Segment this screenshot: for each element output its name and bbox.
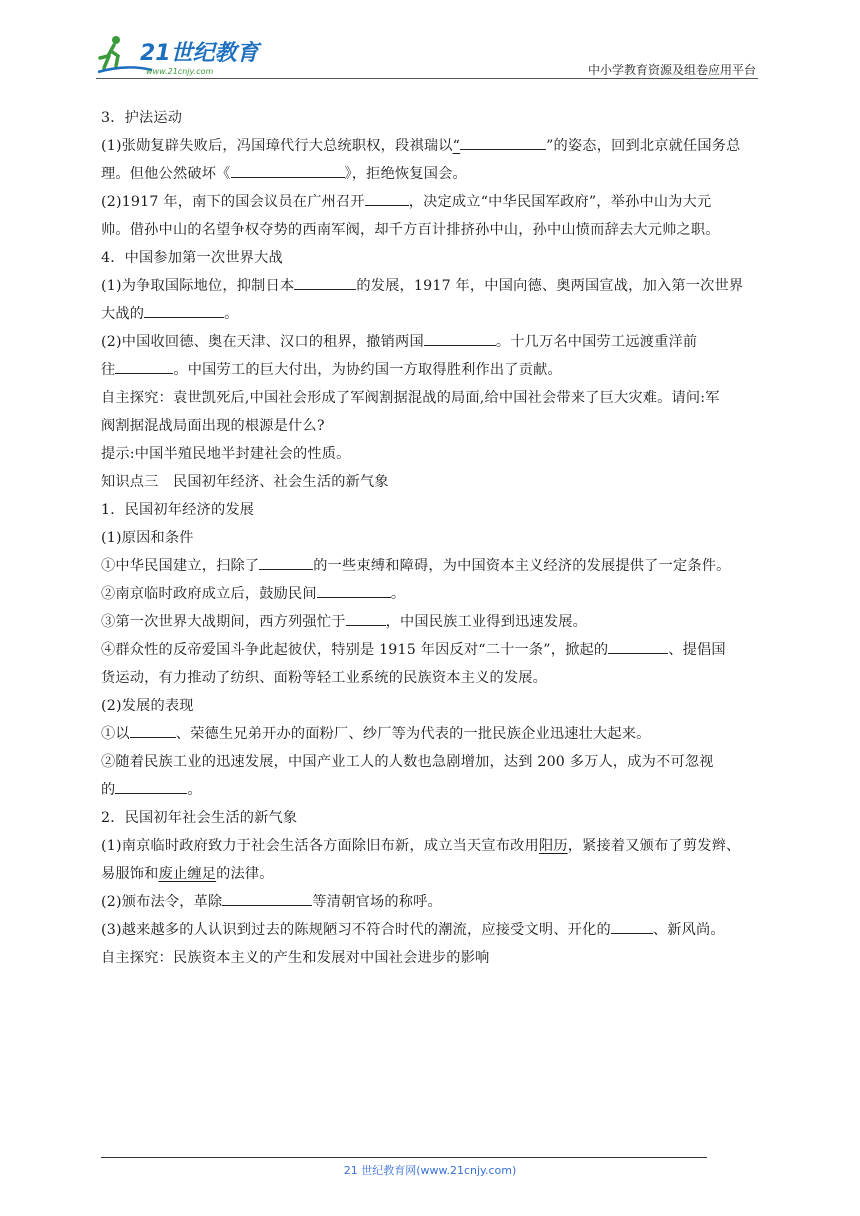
section-title: 3．护法运动 — [101, 110, 183, 126]
blank-line — [611, 918, 653, 934]
blank-line — [259, 554, 313, 570]
logo-text: 21世纪教育 — [140, 41, 259, 66]
explore-question: 自主探究：民族资本主义的产生和发展对中国社会进步的影响 — [101, 950, 490, 966]
paragraph: 货运动，有力推动了纺织、面粉等轻工业系统的民族资本主义的发展。 — [101, 670, 548, 686]
blank-line — [115, 778, 187, 794]
paragraph: 往 。中国劳工的巨大付出，为协约国一方取得胜利作出了贡献。 — [101, 356, 767, 384]
logo-url: www.21cnjy.com — [146, 67, 214, 76]
blank-line — [115, 358, 173, 374]
paragraph: ④群众性的反帝爱国斗争此起彼伏，特别是 1915 年因反对“二十一条”，掀起的 、提倡国 — [101, 636, 767, 664]
paragraph: ②随着民族工业的迅速发展，中国产业工人的人数也急剧增加，达到 200 多万人，成为不可忽视 — [101, 754, 714, 770]
paragraph: (1)张勋复辟失败后，冯国璋代行大总统职权，段祺瑞以“ ”的姿态，回到北京就任国务总 — [101, 132, 767, 160]
paragraph: ③第一次世界大战期间，西方列强忙于 ，中国民族工业得到迅速发展。 — [101, 608, 767, 636]
blank-line — [144, 302, 224, 318]
blank-line — [231, 162, 345, 178]
footer-link[interactable]: 21 世纪教育网(www.21cnjy.com) — [343, 1164, 517, 1177]
blank-line — [365, 190, 409, 206]
page-header — [96, 30, 758, 80]
blank-line — [130, 722, 176, 738]
header-platform-text: 中小学教育资源及组卷应用平台 — [587, 63, 756, 77]
paragraph: 易服饰和废止缠足的法律。 — [101, 866, 274, 882]
knowledge-point-title: 知识点三 民国初年经济、社会生活的新气象 — [101, 474, 389, 490]
underlined-term: 废止缠足 — [158, 866, 217, 882]
blank-line — [294, 274, 356, 290]
blank-line — [317, 582, 391, 598]
explore-question: 自主探究：袁世凯死后,中国社会形成了军阀割据混战的局面,给中国社会带来了巨大灾难。请问:军 — [101, 390, 720, 406]
paragraph: ②南京临时政府成立后，鼓励民间 。 — [101, 580, 767, 608]
paragraph: (1)南京临时政府致力于社会生活各方面除旧布新，成立当天宣布改用阳历，紧接着又颁布了剪发辫、 — [101, 838, 741, 854]
paragraph: ①以 、荣德生兄弟开办的面粉厂、纱厂等为代表的一批民族企业迅速壮大起来。 — [101, 720, 767, 748]
paragraph: 大战的 。 — [101, 300, 767, 328]
footer-divider — [101, 1157, 707, 1158]
paragraph: 的 。 — [101, 776, 767, 804]
paragraph: (2)1917 年，南下的国会议员在广州召开 ，决定成立“中华民国军政府”，举孙中山为大元 — [101, 188, 767, 216]
section-title: 2．民国初年社会生活的新气象 — [101, 810, 298, 826]
logo — [96, 34, 266, 78]
paragraph: 帅。借孙中山的名望争权夺势的西南军阀，却千方百计排挤孙中山，孙中山愤而辞去大元帅之职。 — [101, 222, 720, 238]
paragraph: (3)越来越多的人认识到过去的陈规陋习不符合时代的潮流，应接受文明、开化的 、新风尚。 — [101, 916, 767, 944]
paragraph: 理。但他公然破坏《 》，拒绝恢复国会。 — [101, 160, 767, 188]
paragraph: (2)中国收回德、奥在天津、汉口的租界，撤销两国 。十几万名中国劳工远渡重洋前 — [101, 328, 767, 356]
paragraph: (2)颁布法令，革除 等清朝官场的称呼。 — [101, 888, 767, 916]
blank-line — [608, 638, 668, 654]
underlined-term: 阳历 — [538, 838, 568, 854]
paragraph: ①中华民国建立，扫除了 的一些束缚和障碍，为中国资本主义经济的发展提供了一定条件。 — [101, 552, 767, 580]
hint: 提示:中国半殖民地半封建社会的性质。 — [101, 446, 351, 462]
section-title: 1．民国初年经济的发展 — [101, 502, 255, 518]
subsection-title: (2)发展的表现 — [101, 698, 194, 714]
blank-line — [460, 134, 546, 150]
explore-question: 阀割据混战局面出现的根源是什么? — [101, 418, 325, 434]
paragraph: (1)为争取国际地位，抑制日本 的发展，1917 年，中国向德、奥两国宣战，加入第一次世界 — [101, 272, 767, 300]
document-body — [101, 104, 767, 972]
blank-line — [424, 330, 496, 346]
subsection-title: (1)原因和条件 — [101, 530, 194, 546]
header-divider — [96, 78, 758, 79]
blank-line — [346, 610, 386, 626]
section-title: 4．中国参加第一次世界大战 — [101, 250, 283, 266]
blank-line — [222, 890, 312, 906]
